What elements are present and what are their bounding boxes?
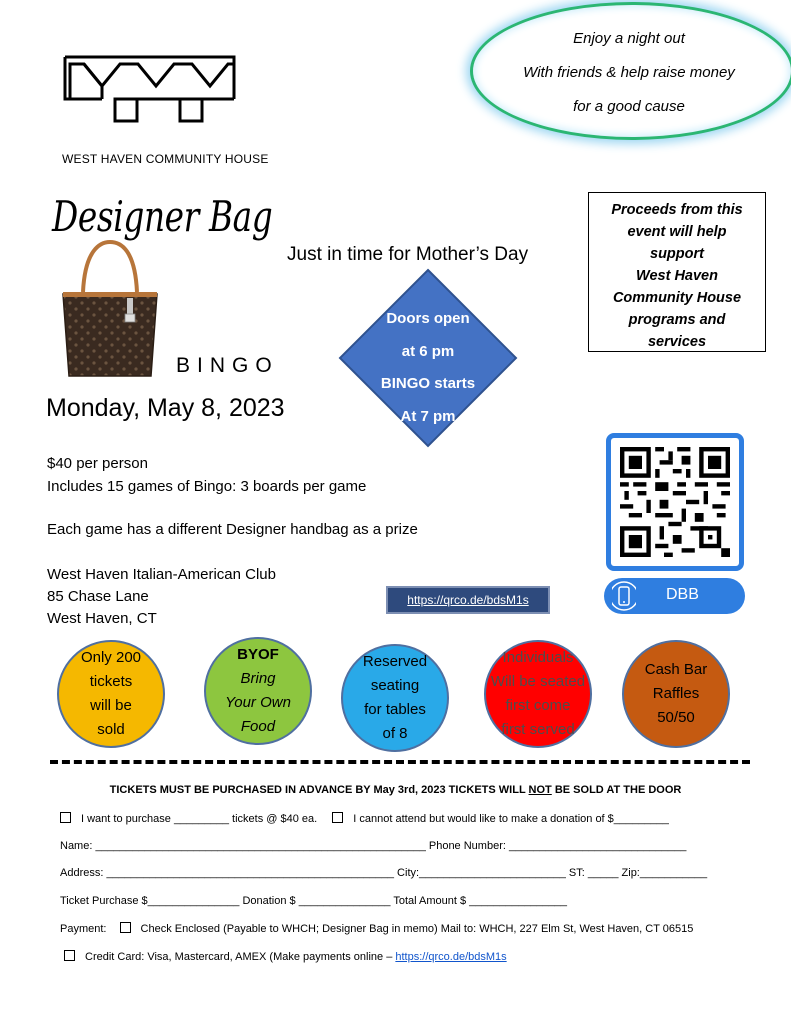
credit-row	[64, 950, 507, 963]
credit-checkbox[interactable]	[64, 950, 75, 961]
tagline	[470, 22, 788, 124]
cut-line	[50, 760, 750, 764]
doors-line: BINGO starts	[380, 375, 476, 392]
circle-line: Only 200	[80, 649, 142, 666]
street: 85 Chase Lane	[47, 588, 149, 605]
venue: West Haven Italian-American Club	[47, 566, 276, 583]
proceeds-line: Proceeds from this	[611, 202, 743, 218]
circle-line: Individuals	[502, 649, 574, 666]
circle-line: 50/50	[657, 709, 695, 726]
payment-label: Payment:	[60, 923, 107, 935]
circle-line: of 8	[382, 725, 408, 742]
purchase-label: I want to purchase _________ tickets @ $40 ea.	[81, 813, 318, 825]
proceeds-line: Community House	[612, 290, 742, 306]
circle-tickets	[57, 640, 165, 748]
circle-bold: BYOF	[237, 646, 279, 663]
circle-line: Your Own	[225, 694, 291, 711]
tickets-heading	[0, 784, 791, 796]
proceeds-line: services	[647, 334, 707, 350]
doors-line: Doors open	[386, 310, 470, 327]
circle-line: first come	[505, 697, 571, 714]
qr-code-frame[interactable]	[606, 433, 744, 571]
circle-line: seating	[370, 677, 420, 694]
tickets-heading-not: NOT	[528, 784, 552, 796]
qr-label-bar[interactable]	[604, 578, 745, 614]
doors-line: At 7 pm	[400, 407, 456, 425]
purchase-checkbox[interactable]	[60, 812, 71, 823]
tickets-heading-pre: TICKETS MUST BE PURCHASED IN ADVANCE BY May 3rd, 2023 TICKETS WILL	[109, 784, 529, 796]
proceeds-line: programs and	[628, 312, 726, 328]
purchase-row	[60, 812, 669, 825]
handbag-image	[55, 240, 165, 380]
credit-link[interactable]: https://qrco.de/bdsM1s	[395, 951, 507, 963]
org-name: WEST HAVEN COMMUNITY HOUSE	[62, 152, 269, 166]
circle-cash-bar	[622, 640, 730, 748]
designer-bag-title: Designer Bag	[52, 192, 273, 241]
circle-line: first served	[501, 721, 575, 738]
circle-line: Will be seated	[490, 673, 586, 690]
prize: Each game has a different Designer handbag as a prize	[47, 521, 418, 538]
qr-label: DBB	[666, 586, 699, 603]
proceeds-line: support	[650, 246, 704, 262]
event-date: Monday, May 8, 2023	[46, 394, 285, 422]
circle-reserved	[341, 644, 449, 752]
phone-icon	[612, 581, 636, 611]
includes: Includes 15 games of Bingo: 3 boards per game	[47, 478, 367, 495]
circle-individuals	[484, 640, 592, 748]
credit-label: Credit Card: Visa, Mastercard, AMEX (Make payments online –	[85, 951, 393, 963]
proceeds-line: West Haven	[636, 268, 718, 284]
proceeds-box	[588, 192, 766, 352]
circle-line: Reserved	[362, 653, 428, 670]
tagline-line: for a good cause	[573, 98, 685, 115]
circle-line: Food	[240, 718, 276, 735]
circle-byof	[204, 637, 312, 745]
tagline-line: Enjoy a night out	[573, 30, 685, 47]
qr-code	[620, 447, 730, 557]
price: $40 per person	[47, 455, 148, 472]
circle-line: for tables	[364, 701, 426, 718]
doors-open-text	[338, 303, 518, 433]
proceeds-line: event will help	[627, 224, 727, 240]
circle-line: Bring	[240, 670, 276, 687]
name-phone-row[interactable]: Name: ______________________________________________________ Phone Number: _____________________________	[60, 840, 687, 852]
mothers-day-subtitle: Just in time for Mother’s Day	[287, 244, 529, 265]
doors-line: at 6 pm	[401, 342, 455, 360]
address-row[interactable]: Address: _______________________________________________ City:________________________ ST: _____ Zip:___________	[60, 867, 708, 879]
city: West Haven, CT	[47, 610, 157, 627]
tagline-line: With friends & help raise money	[523, 64, 735, 81]
circle-line: Raffles	[652, 685, 700, 702]
donation-label: I cannot attend but would like to make a donation of $_________	[353, 813, 669, 825]
bingo-title: BINGO	[176, 354, 279, 377]
circle-line: tickets	[89, 673, 133, 690]
circle-line: sold	[97, 721, 125, 738]
circle-line: will be	[90, 697, 132, 714]
community-house-logo	[62, 54, 237, 126]
payment-row	[60, 922, 693, 935]
circle-line: Cash Bar	[644, 661, 708, 678]
donation-checkbox[interactable]	[332, 812, 343, 823]
totals-row[interactable]: Ticket Purchase $_______________ Donation $ _______________ Total Amount $ ________________	[60, 895, 568, 907]
check-label: Check Enclosed (Payable to WHCH; Designer Bag in memo) Mail to: WHCH, 227 Elm St, West Haven, CT 06515	[140, 923, 694, 935]
tickets-heading-post: BE SOLD AT THE DOOR	[551, 784, 682, 796]
check-checkbox[interactable]	[120, 922, 131, 933]
ticket-link-button[interactable]: https://qrco.de/bdsM1s	[386, 586, 550, 614]
